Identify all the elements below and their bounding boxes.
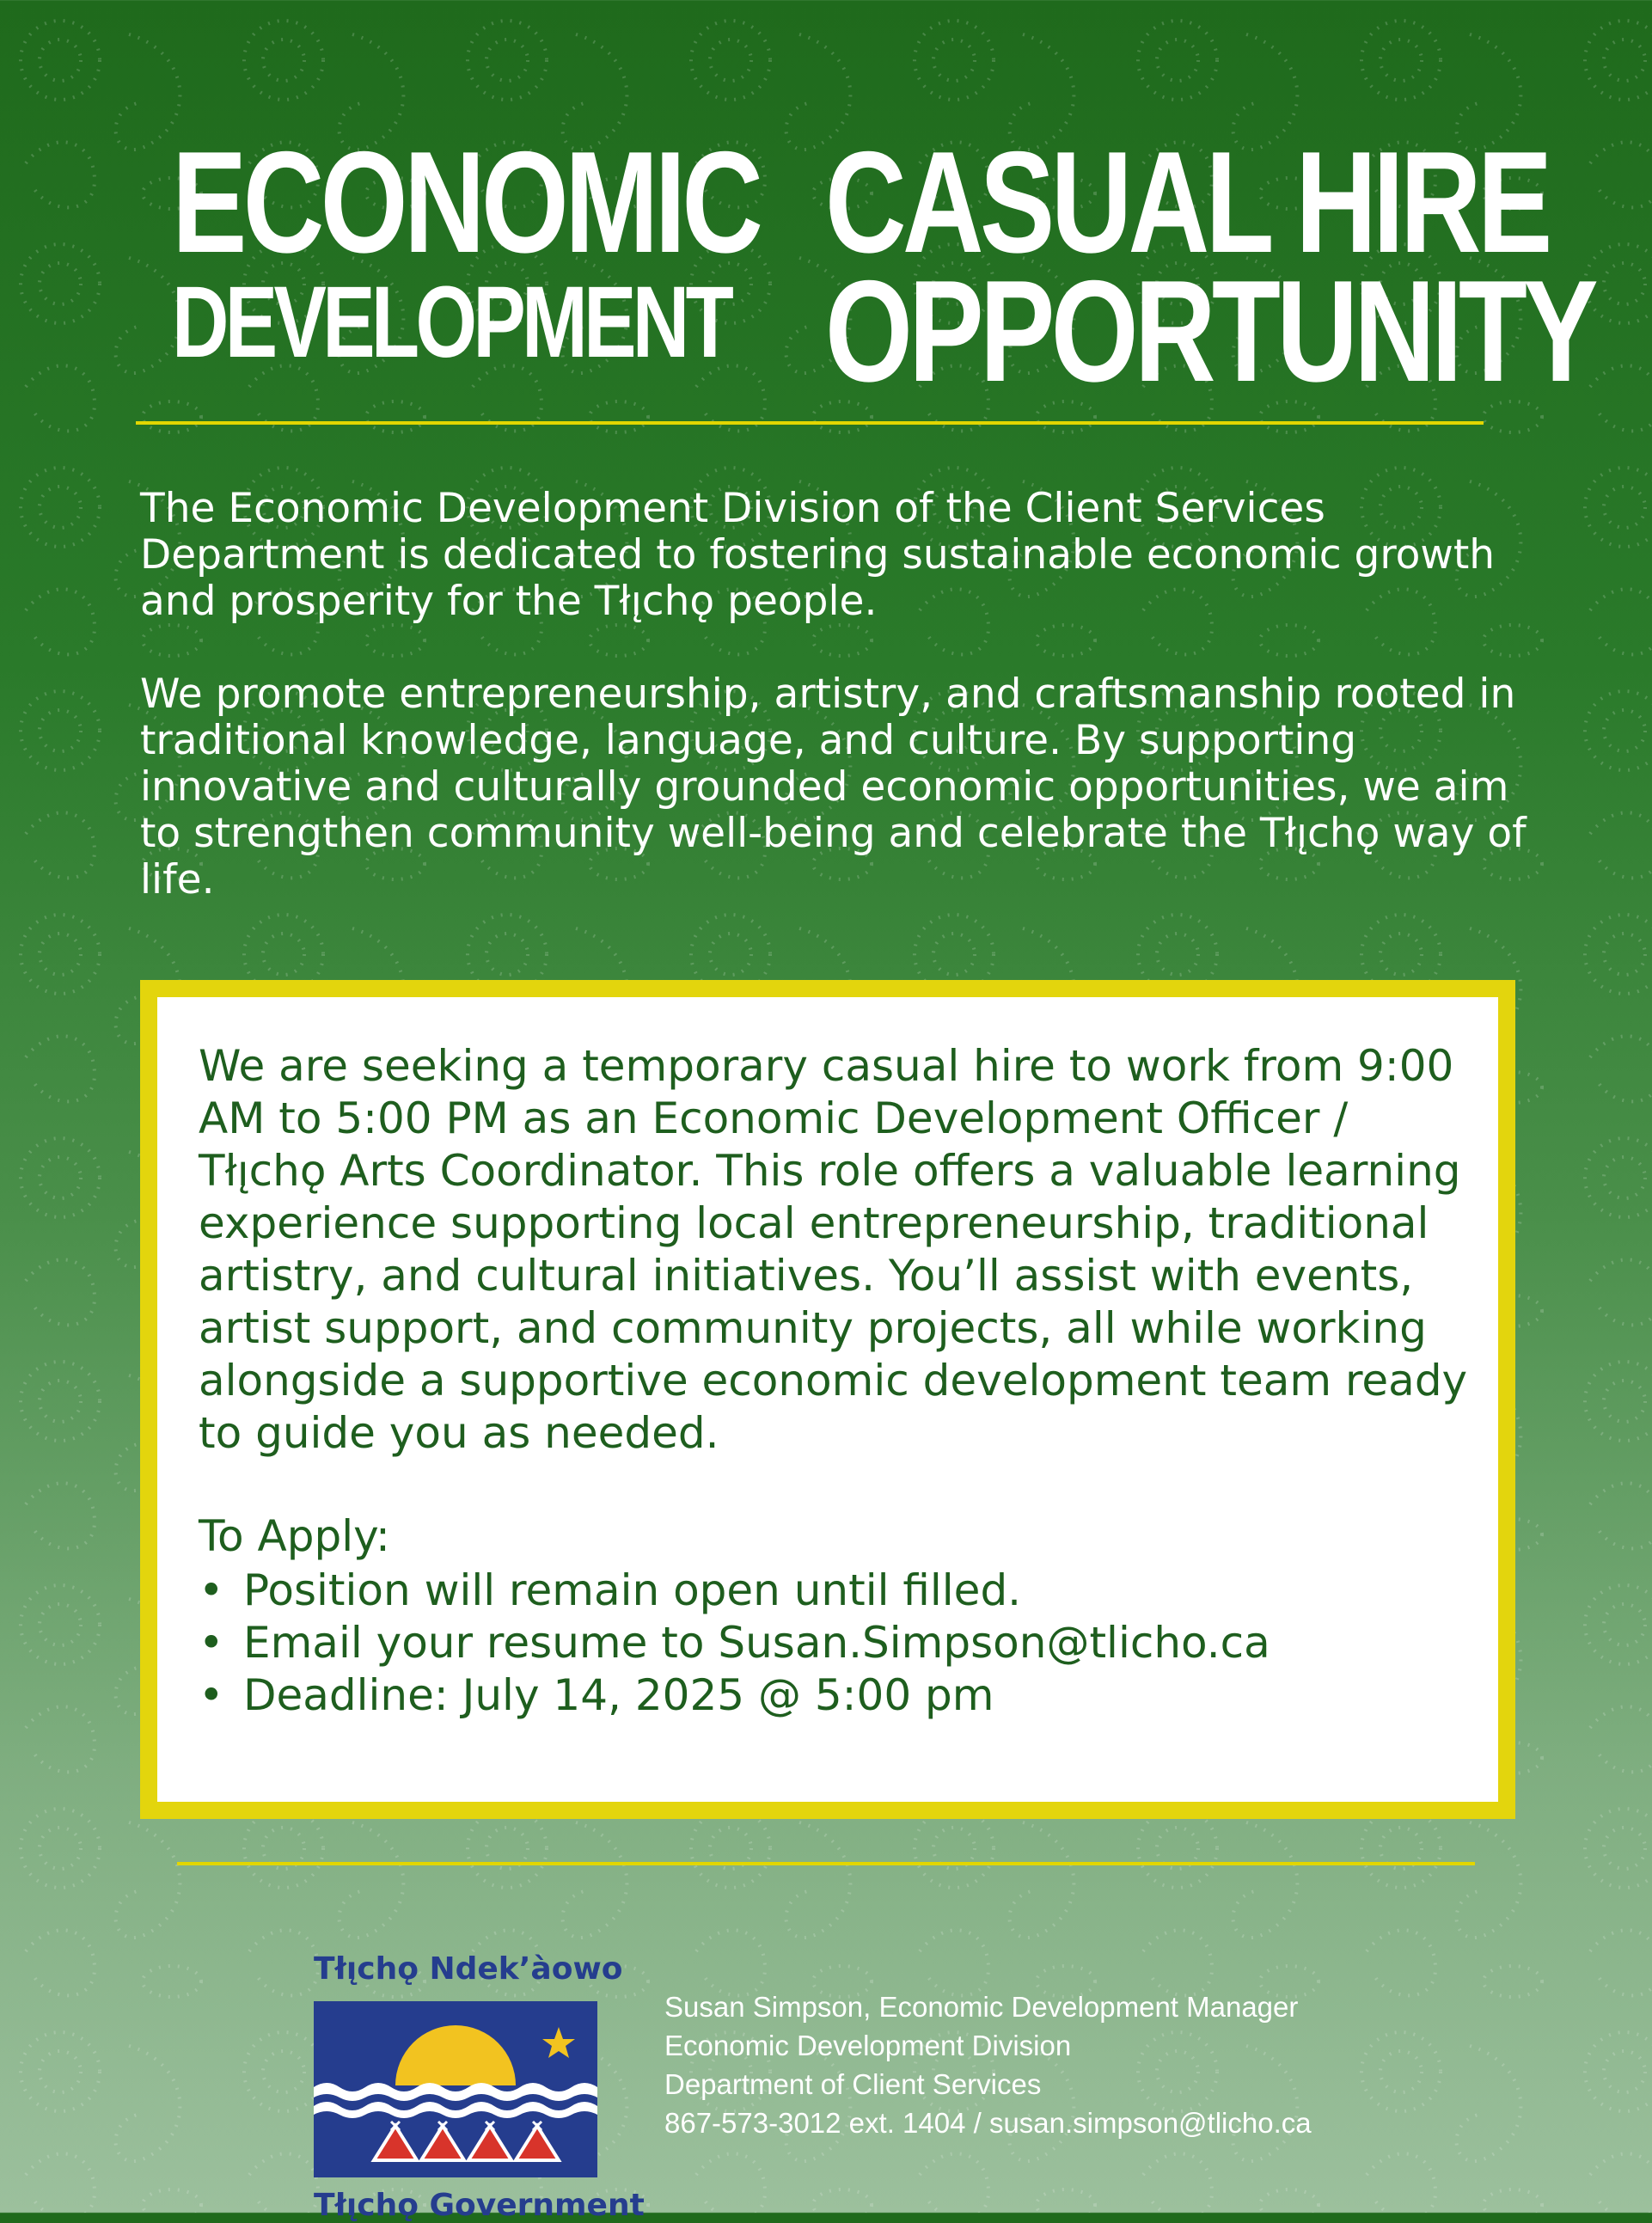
apply-item: • Deadline: July 14, 2025 @ 5:00 pm <box>199 1670 994 1720</box>
title-economic: ECONOMIC <box>172 121 760 283</box>
apply-heading: To Apply: <box>199 1511 390 1561</box>
apply-item: • Email your resume to Susan.Simpson@tlicho.ca <box>199 1618 1270 1668</box>
title-opportunity: OPPORTUNITY <box>825 250 1594 412</box>
logo-bottom-text: Tłı̨chǫ Government <box>314 2188 645 2223</box>
apply-list <box>199 1565 1270 1722</box>
intro-paragraph-1: The Economic Development Division of the Client Services Department is dedicated to fostering sustainable economic growth and prosperity for the Tłı̨chǫ people. <box>140 485 1496 625</box>
title-right <box>825 121 1594 412</box>
contact-phone-email: 867-573-3012 ext. 1404 / susan.simpson@tlicho.ca <box>664 2107 1312 2139</box>
title-development: DEVELOPMENT <box>172 266 731 379</box>
bottom-divider <box>177 1862 1475 1865</box>
tlicho-flag-icon <box>314 2001 597 2177</box>
title-left <box>172 121 760 379</box>
intro-text <box>140 486 1550 950</box>
logo-top-text: Tłı̨chǫ Ndek’àowo <box>314 1951 623 1987</box>
title-block <box>172 121 1594 412</box>
posting-box <box>140 980 1515 1819</box>
contact-department: Department of Client Services <box>664 2068 1042 2100</box>
contact-name: Susan Simpson, Economic Development Manager <box>664 1991 1299 2023</box>
contact-division: Economic Development Division <box>664 2030 1072 2061</box>
intro-paragraph-2: We promote entrepreneurship, artistry, and craftsmanship rooted in traditional knowledge, language, and culture. By supporting innovative and culturally grounded economic opportunities, we aim to strengthen community well-being and celebrate the Tłı̨chǫ way of life. <box>140 671 1527 903</box>
title-casual-hire: CASUAL HIRE <box>825 121 1549 283</box>
posting-description: We are seeking a temporary casual hire to work from 9:00 AM to 5:00 PM as an Economic Development Officer / Tłı̨chǫ Arts Coordinator. This role offers a valuable learning experience supporting local entrepreneurship, traditional artistry, and cultural initiatives. You’ll assist with events, artist support, and community projects, all while working alongside a supportive economic development team ready to guide you as needed. <box>199 1041 1468 1458</box>
top-divider <box>136 421 1484 425</box>
contact-block <box>664 1987 1312 2142</box>
apply-item: • Position will remain open until filled. <box>199 1565 1022 1615</box>
